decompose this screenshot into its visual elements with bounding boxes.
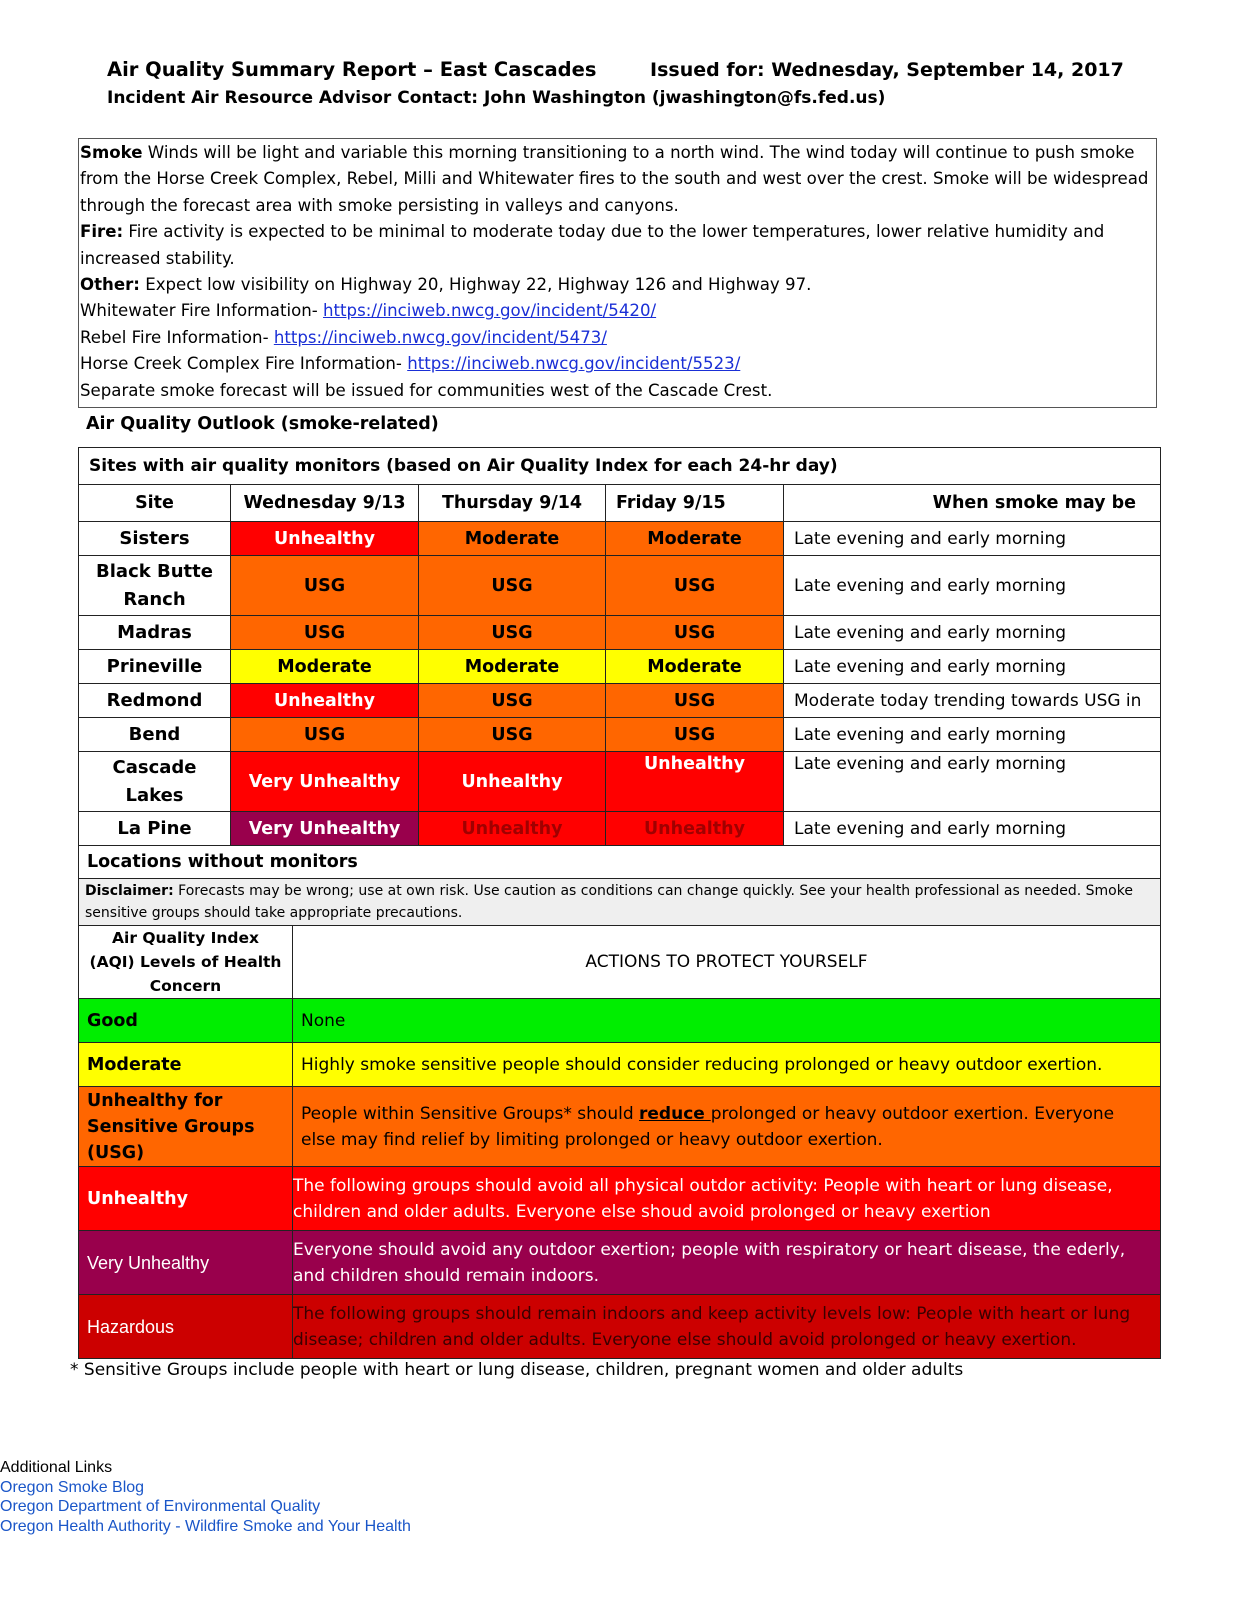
other-text: Expect low visibility on Highway 20, Highway 22, Highway 126 and Highway 97. xyxy=(139,275,812,295)
level-actions: Everyone should avoid any outdoor exertion; people with respiratory or heart disease, the ederly, and children should remain indoors. xyxy=(293,1231,1161,1295)
level-actions: Highly smoke sensitive people should consider reducing prolonged or heavy outdoor exertion. xyxy=(293,1043,1161,1087)
site-name: La Pine xyxy=(79,812,231,846)
smoke-text: Winds will be light and variable this morning transitioning to a north wind. The wind today will continue to push smoke from the Horse Creek Complex, Rebel, Milli and Whitewater fires to the south and west over the crest. Smoke will be widespread through the forecast area with smoke persisting in valleys and canyons. xyxy=(80,143,1149,215)
oregon-smoke-blog-link[interactable]: Oregon Smoke Blog xyxy=(0,1478,145,1496)
aqi-cell: Very Unhealthy xyxy=(231,812,419,846)
other-label: Other: xyxy=(80,275,140,295)
site-name: Prineville xyxy=(79,650,231,684)
level-row-hazardous xyxy=(79,1295,1161,1359)
level-actions: The following groups should avoid all physical outdor activity: People with heart or lung disease, children and older adults. Everyone else shoud avoid prolonged or heavy exertion xyxy=(293,1167,1161,1231)
summary-box xyxy=(78,138,1157,408)
disclaimer-label: Disclaimer: xyxy=(85,883,174,899)
level-row-very-unhealthy xyxy=(79,1231,1161,1295)
whitewater-info xyxy=(80,298,1153,324)
site-name: Sisters xyxy=(79,522,231,556)
smoke-timing: Late evening and early morning xyxy=(784,556,1161,616)
level-row-good xyxy=(79,999,1161,1043)
site-name: Black Butte Ranch xyxy=(79,556,231,616)
smoke-timing: Late evening and early morning xyxy=(784,616,1161,650)
rebel-info xyxy=(80,325,1153,351)
monitors-heading: Sites with air quality monitors (based on Air Quality Index for each 24-hr day) xyxy=(79,448,1161,485)
smoke-timing: Late evening and early morning xyxy=(784,752,1161,812)
site-name: Bend xyxy=(79,718,231,752)
other-paragraph xyxy=(80,272,1153,298)
aqi-cell: USG xyxy=(231,556,419,616)
col-friday: Friday 9/15 xyxy=(606,485,784,522)
level-name: Unhealthy xyxy=(79,1167,293,1231)
table-row xyxy=(79,650,1161,684)
col-wednesday: Wednesday 9/13 xyxy=(231,485,419,522)
table-row xyxy=(79,616,1161,650)
issued-date: Issued for: Wednesday, September 14, 2017 xyxy=(650,59,1124,81)
sensitive-groups-footnote: * Sensitive Groups include people with heart or lung disease, children, pregnant women and older adults xyxy=(70,1360,964,1380)
smoke-timing: Late evening and early morning xyxy=(784,522,1161,556)
level-name: Unhealthy for Sensitive Groups (USG) xyxy=(79,1087,293,1167)
usg-text-a: People within Sensitive Groups* should xyxy=(301,1103,640,1124)
aqi-cell: Unhealthy xyxy=(231,684,419,718)
aqi-cell: USG xyxy=(419,556,606,616)
aqi-cell: USG xyxy=(606,616,784,650)
rebel-link[interactable]: https://inciweb.nwcg.gov/incident/5473/ xyxy=(273,327,607,347)
horse-creek-link[interactable]: https://inciweb.nwcg.gov/incident/5523/ xyxy=(407,354,741,374)
locations-without-monitors: Locations without monitors xyxy=(79,846,1161,879)
aqi-cell: USG xyxy=(419,684,606,718)
fire-paragraph xyxy=(80,219,1153,272)
monitor-table xyxy=(78,447,1161,846)
level-name: Good xyxy=(79,999,293,1043)
smoke-paragraph xyxy=(80,140,1153,219)
link-label: Whitewater Fire Information- xyxy=(80,301,324,321)
table-row xyxy=(79,752,1161,812)
site-name: Cascade Lakes xyxy=(79,752,231,812)
site-name: Madras xyxy=(79,616,231,650)
aqi-cell: Unhealthy xyxy=(606,812,784,846)
table-row xyxy=(79,684,1161,718)
aqi-cell: USG xyxy=(606,556,784,616)
aqi-cell: Moderate xyxy=(606,522,784,556)
table-row xyxy=(79,812,1161,846)
oha-wildfire-smoke-link[interactable]: Oregon Health Authority - Wildfire Smoke and Your Health xyxy=(0,1517,411,1535)
aqi-cell: Unhealthy xyxy=(419,752,606,812)
level-actions: The following groups should remain indoors and keep activity levels low: People with heart or lung disease; children and older adults. Everyone else should avoid prolonged or heavy exertion. xyxy=(293,1295,1161,1359)
level-actions: None xyxy=(293,999,1161,1043)
fire-label: Fire: xyxy=(80,222,124,242)
link-label: Horse Creek Complex Fire Information- xyxy=(80,354,408,374)
aqi-cell: Very Unhealthy xyxy=(231,752,419,812)
aqi-cell: USG xyxy=(419,616,606,650)
usg-text-b: prolonged or heavy outdoor exertion. Everyone else may find relief by limiting prolonged or heavy outdoor exertion. xyxy=(301,1103,1115,1150)
horse-creek-info xyxy=(80,351,1153,377)
oregon-deq-link[interactable]: Oregon Department of Environmental Quality xyxy=(0,1498,321,1515)
aqi-cell: USG xyxy=(419,718,606,752)
aqi-cell: Moderate xyxy=(231,650,419,684)
aqi-cell: USG xyxy=(606,718,784,752)
smoke-timing: Late evening and early morning xyxy=(784,812,1161,846)
smoke-label: Smoke xyxy=(80,143,143,162)
additional-links xyxy=(0,1458,411,1536)
aqi-cell: Unhealthy xyxy=(231,522,419,556)
level-row-moderate xyxy=(79,1043,1161,1087)
aqi-cell: Unhealthy xyxy=(606,752,784,812)
level-name: Very Unhealthy xyxy=(79,1231,293,1295)
col-site: Site xyxy=(79,485,231,522)
aqi-cell: Moderate xyxy=(419,650,606,684)
report-title: Air Quality Summary Report – East Cascades xyxy=(107,58,597,81)
outlook-title: Air Quality Outlook (smoke-related) xyxy=(86,414,439,434)
additional-links-title: Additional Links xyxy=(0,1459,113,1476)
whitewater-link[interactable]: https://inciweb.nwcg.gov/incident/5420/ xyxy=(323,301,657,321)
level-name: Moderate xyxy=(79,1043,293,1087)
separate-note: Separate smoke forecast will be issued for communities west of the Cascade Crest. xyxy=(80,380,773,400)
table-row xyxy=(79,522,1161,556)
aqi-levels-table xyxy=(78,845,1161,1359)
fire-text: Fire activity is expected to be minimal to moderate today due to the lower temperatures, lower relative humidity and increased stability. xyxy=(80,222,1105,268)
aqi-cell: USG xyxy=(606,684,784,718)
disclaimer-text: Forecasts may be wrong; use at own risk. Use caution as conditions can change quickly. See your health professional as needed. Smoke sensitive groups should take appropriate precautions. xyxy=(85,883,1133,921)
aqi-cell: Unhealthy xyxy=(419,812,606,846)
smoke-timing: Late evening and early morning xyxy=(784,718,1161,752)
level-row-unhealthy xyxy=(79,1167,1161,1231)
reduce-emphasis: reduce xyxy=(639,1103,711,1124)
disclaimer xyxy=(79,879,1161,926)
aqi-cell: Moderate xyxy=(606,650,784,684)
level-actions xyxy=(293,1087,1161,1167)
actions-header: ACTIONS TO PROTECT YOURSELF xyxy=(293,926,1161,999)
contact-line: Incident Air Resource Advisor Contact: John Washington (jwashington@fs.fed.us) xyxy=(107,88,886,108)
smoke-timing: Moderate today trending towards USG in xyxy=(784,684,1161,718)
col-thursday: Thursday 9/14 xyxy=(419,485,606,522)
aqi-cell: USG xyxy=(231,718,419,752)
aqi-levels-header: Air Quality Index (AQI) Levels of Health Concern xyxy=(79,926,293,999)
level-row-usg xyxy=(79,1087,1161,1167)
level-name: Hazardous xyxy=(79,1295,293,1359)
col-when: When smoke may be xyxy=(784,485,1161,522)
aqi-cell: USG xyxy=(231,616,419,650)
table-row xyxy=(79,718,1161,752)
smoke-timing: Late evening and early morning xyxy=(784,650,1161,684)
table-row xyxy=(79,556,1161,616)
link-label: Rebel Fire Information- xyxy=(80,327,274,347)
aqi-cell: Moderate xyxy=(419,522,606,556)
site-name: Redmond xyxy=(79,684,231,718)
